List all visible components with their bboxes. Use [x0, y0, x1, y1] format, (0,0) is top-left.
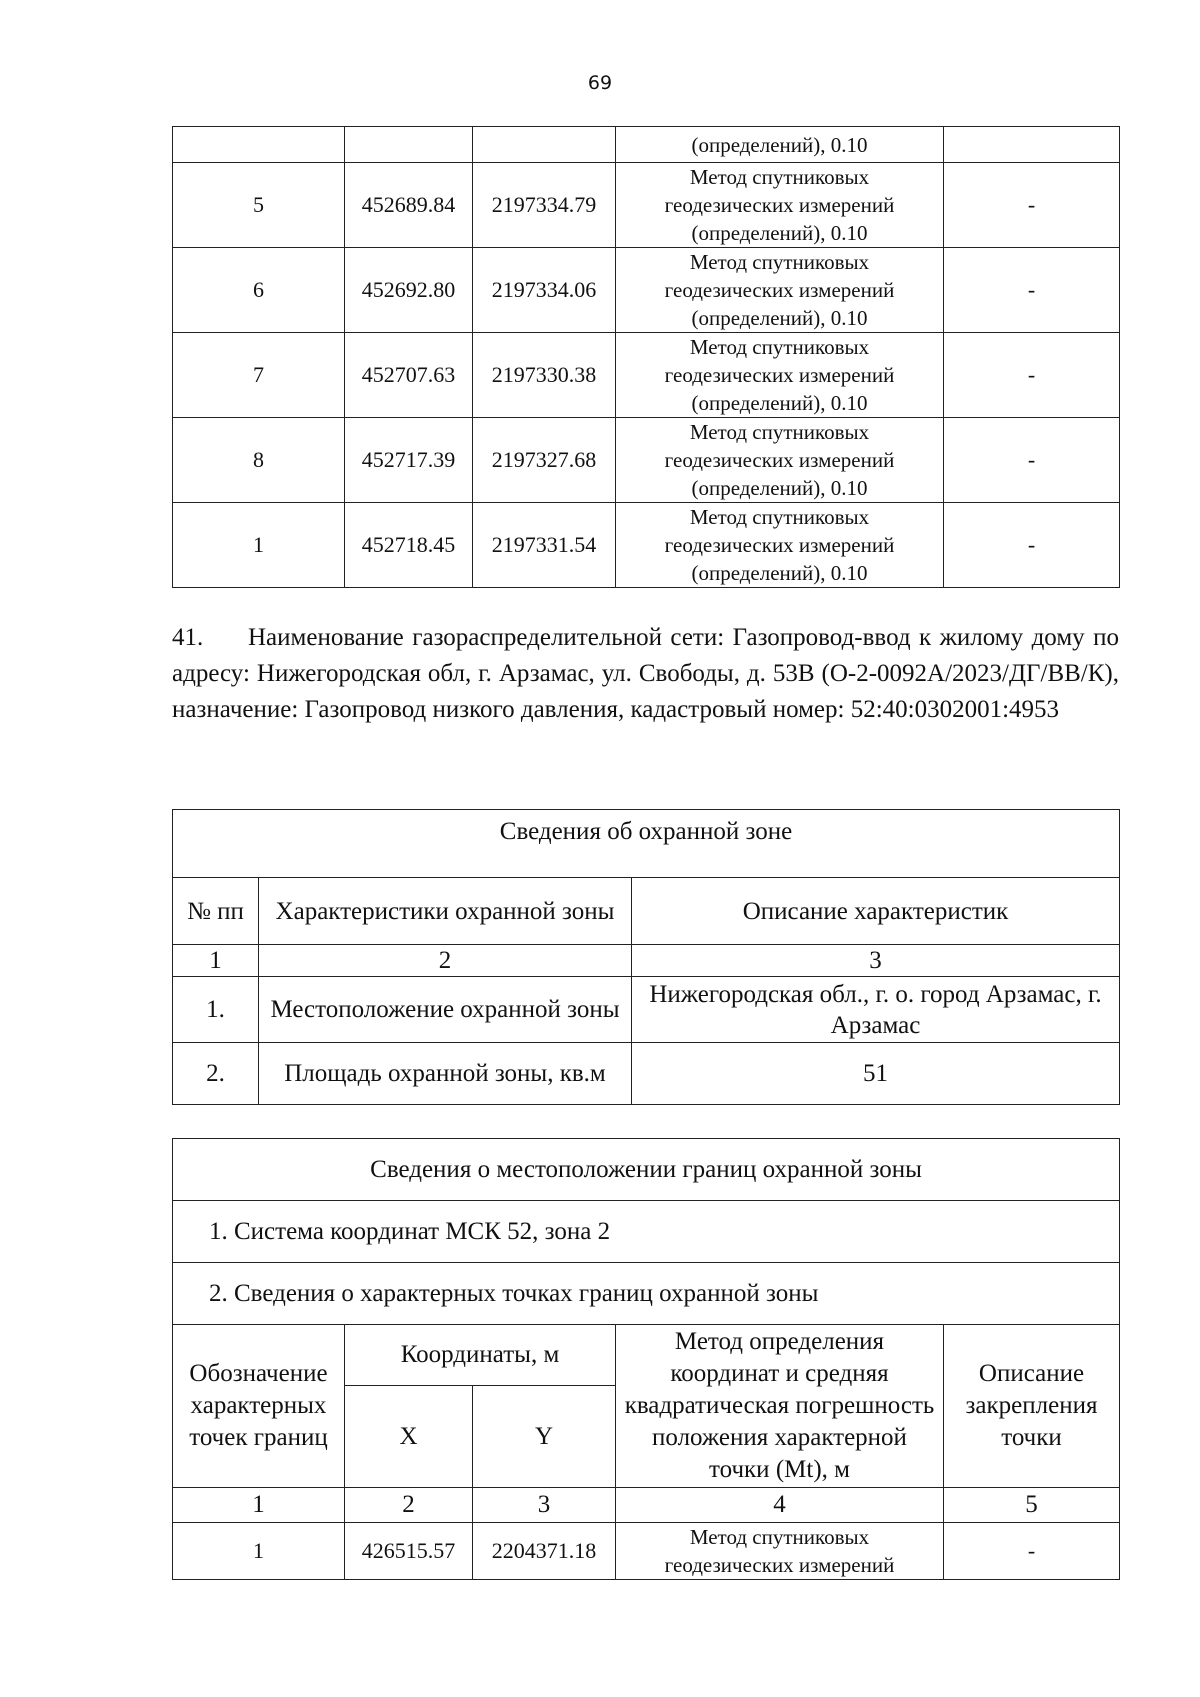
table-row: [173, 248, 1120, 333]
method-cell: Метод спутниковых геодезических измерений (определений), 0.10: [616, 503, 944, 588]
description-cell: -: [944, 163, 1120, 248]
row-number: 1.: [173, 977, 259, 1043]
characteristic-name: Площадь охранной зоны, кв.м: [259, 1043, 632, 1105]
table-row: [173, 163, 1120, 248]
method-cell: (определений), 0.10: [616, 127, 944, 163]
y-cell: 2197334.79: [473, 163, 616, 248]
y-cell: 2204371.18: [473, 1523, 616, 1580]
header-description: Описание закрепления точки: [944, 1325, 1120, 1488]
protection-zone-table: [172, 809, 1120, 1105]
table-row: [173, 418, 1120, 503]
table-title: Сведения о местоположении границ охранной зоны: [173, 1139, 1120, 1201]
section-number: 41.: [172, 624, 204, 651]
column-number: 1: [173, 1488, 345, 1523]
method-cell: Метод спутниковых геодезических измерений (определений), 0.10: [616, 333, 944, 418]
x-cell: 452689.84: [345, 163, 473, 248]
table-row: [173, 503, 1120, 588]
section-paragraph: [172, 620, 1119, 728]
table-row: [173, 1201, 1120, 1263]
header-x: X: [345, 1386, 473, 1488]
y-cell: 2197331.54: [473, 503, 616, 588]
point-cell: 1: [173, 1523, 345, 1580]
header-cell: Описание характеристик: [632, 878, 1120, 945]
column-number: 2: [259, 945, 632, 977]
x-cell: 452707.63: [345, 333, 473, 418]
point-cell: 7: [173, 333, 345, 418]
column-number: 5: [944, 1488, 1120, 1523]
method-cell: Метод спутниковых геодезических измерений (определений), 0.10: [616, 248, 944, 333]
table-title: Сведения об охранной зоне: [173, 810, 1120, 878]
method-cell: Метод спутниковых геодезических измерений: [616, 1523, 944, 1580]
column-number: 3: [473, 1488, 616, 1523]
characteristic-name: Местоположение охранной зоны: [259, 977, 632, 1043]
method-cell: Метод спутниковых геодезических измерений (определений), 0.10: [616, 163, 944, 248]
point-cell: 5: [173, 163, 345, 248]
table-row: [173, 1523, 1120, 1580]
table-header-row: [173, 878, 1120, 945]
table-row: [173, 1043, 1120, 1105]
boundary-points-table: [172, 1138, 1120, 1580]
description-cell: -: [944, 248, 1120, 333]
x-cell: 452718.45: [345, 503, 473, 588]
x-cell: 452717.39: [345, 418, 473, 503]
column-number-row: [173, 945, 1120, 977]
column-number: 3: [632, 945, 1120, 977]
description-cell: -: [944, 418, 1120, 503]
y-cell: 2197330.38: [473, 333, 616, 418]
header-cell: Характеристики охранной зоны: [259, 878, 632, 945]
characteristic-value: Нижегородская обл., г. о. город Арзамас, г. Арзамас: [632, 977, 1120, 1043]
header-designation: Обозначение характерных точек границ: [173, 1325, 345, 1488]
column-number: 4: [616, 1488, 944, 1523]
point-cell: 6: [173, 248, 345, 333]
points-heading: 2. Сведения о характерных точках границ охранной зоны: [173, 1263, 1120, 1325]
column-number: 1: [173, 945, 259, 977]
description-cell: -: [944, 1523, 1120, 1580]
table-row: [173, 977, 1120, 1043]
header-method: Метод определения координат и средняя квадратическая погрешность положения характерной точки (Mt), м: [616, 1325, 944, 1488]
x-cell: 426515.57: [345, 1523, 473, 1580]
table-row: [173, 810, 1120, 878]
row-number: 2.: [173, 1043, 259, 1105]
method-cell: Метод спутниковых геодезических измерений (определений), 0.10: [616, 418, 944, 503]
page-number: 69: [587, 72, 613, 94]
header-y: Y: [473, 1386, 616, 1488]
table-header-row: [173, 1325, 1120, 1386]
section-text: Наименование газораспределительной сети: Газопровод-ввод к жилому дому по адресу: Нижегородская обл, г. Арзамас, ул. Свободы, д. 53В (О-2-0092А/2023/ДГ/ВВ/К), назначение: Газопровод низкого давления, кадастровый номер: 52:40:0302001:4953: [172, 624, 1119, 723]
table-row: [173, 127, 1120, 163]
header-coordinates: Координаты, м: [345, 1325, 616, 1386]
header-cell: № пп: [173, 878, 259, 945]
table-row: [173, 1139, 1120, 1201]
table-row: [173, 1263, 1120, 1325]
y-cell: 2197334.06: [473, 248, 616, 333]
column-number-row: [173, 1488, 1120, 1523]
column-number: 2: [345, 1488, 473, 1523]
y-cell: 2197327.68: [473, 418, 616, 503]
x-cell: 452692.80: [345, 248, 473, 333]
point-cell: 1: [173, 503, 345, 588]
description-cell: -: [944, 503, 1120, 588]
coordinate-system: 1. Система координат МСК 52, зона 2: [173, 1201, 1120, 1263]
characteristic-value: 51: [632, 1043, 1120, 1105]
table-row: [173, 333, 1120, 418]
description-cell: -: [944, 333, 1120, 418]
coordinates-table-continued: [172, 126, 1120, 588]
point-cell: 8: [173, 418, 345, 503]
